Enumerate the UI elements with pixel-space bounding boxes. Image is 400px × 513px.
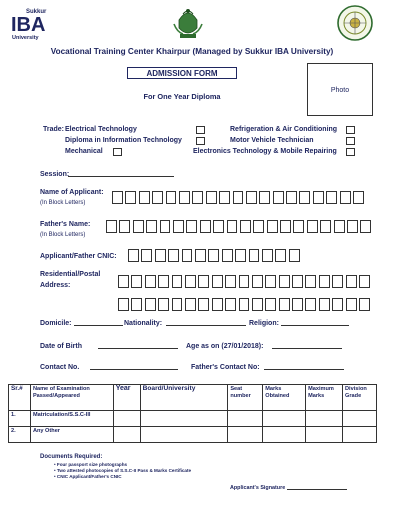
row-year-cell[interactable] <box>113 411 140 427</box>
trade-checkbox-refrigeration[interactable] <box>346 126 355 134</box>
header-year: Year <box>113 385 140 411</box>
government-emblem-icon <box>171 4 205 40</box>
row-division-cell[interactable] <box>343 427 377 443</box>
father-contact-input[interactable] <box>264 369 344 370</box>
documents-list <box>54 462 191 480</box>
iba-logo-sub: University <box>12 35 39 41</box>
vtc-seal-icon <box>334 4 376 42</box>
row-exam: Any Other <box>30 427 113 443</box>
dob-label: Date of Birth <box>40 343 82 350</box>
header-marks-obtained: Marks Obtained <box>263 385 306 411</box>
address-label-line1: Residential/Postal <box>40 271 101 278</box>
document-item-text: Four passport size photographs <box>56 462 128 467</box>
row-sr: 1. <box>9 411 31 427</box>
signature-input[interactable] <box>287 489 347 490</box>
row-board-cell[interactable] <box>140 411 228 427</box>
qualification-table <box>8 384 377 443</box>
row-year-cell[interactable] <box>113 427 140 443</box>
header-seat: Seat number <box>228 385 263 411</box>
header-division: Division Grade <box>343 385 377 411</box>
table-header-row <box>9 385 377 411</box>
session-label: Session: <box>40 171 70 178</box>
domicile-label: Domicile: <box>40 320 72 327</box>
table-row[interactable] <box>9 427 377 443</box>
trade-option-mechanical: Mechanical <box>65 148 103 155</box>
trade-option-refrigeration: Refrigeration & Air Conditioning <box>230 126 338 133</box>
row-sr: 2. <box>9 427 31 443</box>
address-boxes-row2[interactable] <box>118 298 372 311</box>
father-name-hint: (In Block Letters) <box>40 232 86 238</box>
address-boxes-row1[interactable] <box>118 275 372 288</box>
subtitle: For One Year Diploma <box>143 92 221 101</box>
list-item: • Two attested photocopies of S.S.C-II Pass & Marks Certificate <box>54 468 192 473</box>
religion-label: Religion: <box>249 320 279 327</box>
trade-option-electronics: Electronics Technology & Mobile Repairing <box>193 148 337 155</box>
contact-input[interactable] <box>90 369 178 370</box>
age-label: Age as on (27/01/2018): <box>186 343 264 350</box>
documents-title: Documents Required: <box>40 454 103 460</box>
trade-checkbox-motor-vehicle[interactable] <box>346 137 355 145</box>
dob-input[interactable] <box>98 348 178 349</box>
row-board-cell[interactable] <box>140 427 228 443</box>
document-item-text: CNIC Applicant/Father's CNIC <box>56 474 122 479</box>
row-max-cell[interactable] <box>306 427 343 443</box>
domicile-input[interactable] <box>74 325 123 326</box>
trade-checkbox-electrical[interactable] <box>196 126 205 134</box>
trade-checkbox-mechanical[interactable] <box>113 148 122 156</box>
contact-label: Contact No. <box>40 364 80 371</box>
applicant-name-label: Name of Applicant: <box>40 189 104 196</box>
trade-label: Trade: <box>43 126 65 133</box>
age-input[interactable] <box>272 348 342 349</box>
row-max-cell[interactable] <box>306 411 343 427</box>
row-marks-cell[interactable] <box>263 411 306 427</box>
applicant-name-hint: (In Block Letters) <box>40 200 86 206</box>
iba-logo-small: Sukkur <box>26 9 47 15</box>
father-name-boxes[interactable] <box>106 220 374 233</box>
religion-input[interactable] <box>281 325 349 326</box>
header-sr: Sr.# <box>9 385 31 411</box>
header-board: Board/University <box>140 385 228 411</box>
photo-label: Photo <box>330 87 350 94</box>
trade-option-motor-vehicle: Motor Vehicle Technician <box>230 137 314 144</box>
father-name-label: Father's Name: <box>40 221 91 228</box>
row-marks-cell[interactable] <box>263 427 306 443</box>
father-contact-label: Father's Contact No: <box>191 364 260 371</box>
row-division-cell[interactable] <box>343 411 377 427</box>
photo-box[interactable] <box>307 63 373 116</box>
list-item: • Four passport size photographs <box>54 462 128 467</box>
row-seat-cell[interactable] <box>228 411 263 427</box>
nationality-label: Nationality: <box>124 320 163 327</box>
list-item: • CNIC Applicant/Father's CNIC <box>54 474 122 479</box>
trade-checkbox-it[interactable] <box>196 137 205 145</box>
form-title: ADMISSION FORM <box>127 67 237 79</box>
cnic-boxes[interactable] <box>128 249 302 262</box>
trade-checkbox-electronics[interactable] <box>346 148 355 156</box>
header-exam: Name of Examination Passed/Appeared <box>30 385 113 411</box>
row-exam: Matriculation/S.S.C-III <box>30 411 113 427</box>
trade-option-it: Diploma in Information Technology <box>65 137 182 144</box>
iba-logo-big: IBA <box>11 14 46 36</box>
center-title: Vocational Training Center Khairpur (Managed by Sukkur IBA University) <box>50 47 334 56</box>
table-row[interactable] <box>9 411 377 427</box>
row-seat-cell[interactable] <box>228 427 263 443</box>
address-label-line2: Address: <box>40 282 71 289</box>
header-max-marks: Maximum Marks <box>306 385 343 411</box>
trade-option-electrical: Electrical Technology <box>65 126 137 133</box>
session-input[interactable] <box>68 176 174 177</box>
document-item-text: Two attested photocopies of S.S.C-II Pass & Marks Certificate <box>56 468 192 473</box>
applicant-name-boxes[interactable] <box>112 191 366 204</box>
nationality-input[interactable] <box>166 325 246 326</box>
signature-label: Applicant's Signature <box>230 485 286 491</box>
iba-logo <box>6 4 64 44</box>
cnic-label: Applicant/Father CNIC: <box>40 253 117 260</box>
